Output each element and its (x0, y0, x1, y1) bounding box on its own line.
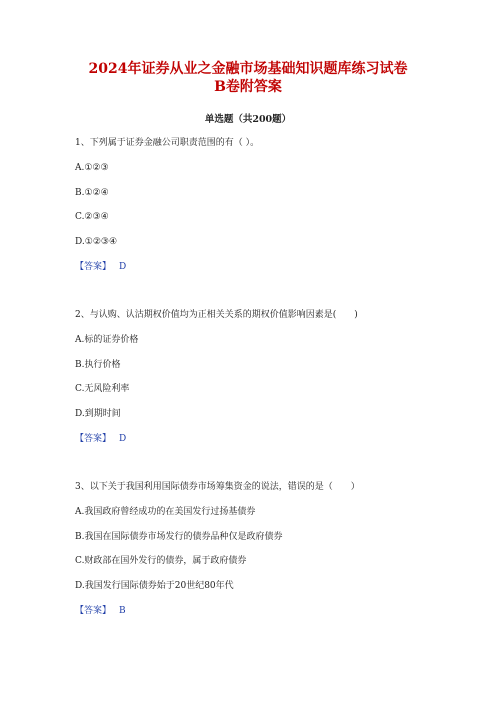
answer-value: D (119, 434, 127, 444)
document-title (40, 60, 456, 96)
question-1-option-c: C.②③④ (75, 212, 109, 222)
answer-label: 【答案】 (75, 262, 112, 272)
question-3-answer (75, 605, 126, 617)
question-2-option-b: B.执行价格 (75, 360, 121, 370)
question-1-stem: 1、下列属于证券金融公司职责范围的有（ ）。 (75, 138, 260, 148)
question-3-stem: 3、以下关于我国利用国际债券市场筹集资金的说法，错误的是（ ） (75, 482, 360, 492)
answer-value: B (119, 606, 126, 616)
question-3-option-c: C.财政部在国外发行的债券，属于政府债券 (75, 556, 247, 566)
title-line-1: 2024年证券从业之金融市场基础知识题库练习试卷 (88, 61, 408, 77)
question-1-option-d: D.①②③④ (75, 237, 118, 247)
question-2-option-c: C.无风险利率 (75, 384, 130, 394)
question-2-answer (75, 433, 126, 445)
question-2-stem: 2、与认购、认沽期权价值均为正相关关系的期权价值影响因素是( ) (75, 310, 358, 320)
section-heading: 单选题（共200题） (204, 114, 292, 125)
question-1-answer (75, 261, 126, 273)
question-2-option-a: A.标的证券价格 (75, 335, 139, 345)
question-1-option-b: B.①②④ (75, 188, 109, 198)
answer-value: D (119, 262, 127, 272)
question-1-option-a: A.①②③ (75, 163, 109, 173)
answer-label: 【答案】 (75, 606, 112, 616)
question-3-option-b: B.我国在国际债券市场发行的债券品种仅是政府债券 (75, 532, 283, 542)
question-3-option-d: D.我国发行国际债券始于20世纪80年代 (75, 581, 234, 591)
question-2-option-d: D.到期时间 (75, 409, 121, 419)
answer-label: 【答案】 (75, 434, 112, 444)
title-line-2: B卷附答案 (214, 79, 282, 95)
question-3-option-a: A.我国政府曾经成功的在美国发行过扬基债券 (75, 507, 256, 517)
